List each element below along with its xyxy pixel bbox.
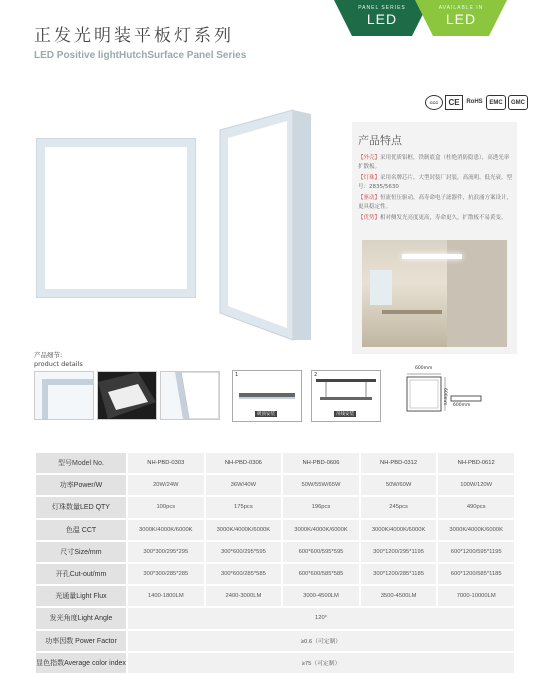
rohs-icon: RoHS [466, 98, 483, 105]
spec-table [34, 451, 516, 675]
title-en: LED Positive lightHutchSurface Panel Series [34, 50, 247, 61]
detail-thumb-corner [34, 371, 94, 420]
table-row [35, 563, 515, 585]
table-row [35, 585, 515, 607]
feature-driver: 【驱动】恒流恒压驱动，高寿命电子滤器件，抗浪涌方案设计，更具稳定性。 [358, 195, 513, 210]
title-cn: 正发光明装平板灯系列 [34, 26, 234, 46]
table-cell: 50W/60W [360, 474, 438, 496]
row-label: 型号Model No. [35, 452, 127, 474]
row-label: 功率Power/W [35, 474, 127, 496]
table-cell: 3000K/4000K/6000K [127, 519, 205, 541]
row-label: 灯珠数量LED QTY [35, 496, 127, 518]
table-cell: 245pcs [360, 496, 438, 518]
feature-advantage: 【优势】相对侧发光亮度更高，寿命更久，扩散板不易黄变。 [358, 215, 507, 221]
table-cell: 600*600/585*585 [282, 563, 360, 585]
row-label: 开孔Cut-out/mm [35, 563, 127, 585]
table-cell: 3000K/4000K/6000K [360, 519, 438, 541]
banner2-top: AVAILABLE IN [438, 5, 484, 11]
row-label: 光通量Light Flux [35, 585, 127, 607]
table-row [35, 652, 515, 674]
row-label: 尺寸Size/mm [35, 541, 127, 563]
diagram-suspension-mount: 2 吊线安装 [311, 370, 381, 422]
table-cell: 3000-4500LM [282, 585, 360, 607]
features-box [352, 122, 517, 354]
table-cell: 100W/120W [437, 474, 515, 496]
table-cell-span: ≥75（可定制） [127, 652, 515, 674]
table-cell: 20W/24W [127, 474, 205, 496]
table-row [35, 607, 515, 629]
table-cell: 7000-10000LM [437, 585, 515, 607]
table-cell: 300*600/285*585 [205, 563, 283, 585]
table-cell: NH-PBD-0306 [205, 452, 283, 474]
table-cell: 300*1200/295*1195 [360, 541, 438, 563]
details-label-en: product details [34, 360, 83, 368]
banner1-top: PANEL SERIES [358, 5, 406, 11]
panel-angle-image [215, 108, 330, 343]
emc-icon: EMC [486, 95, 506, 110]
table-cell: 600*1200/595*1195 [437, 541, 515, 563]
table-row [35, 519, 515, 541]
table-cell-span: 120° [127, 607, 515, 629]
table-row [35, 474, 515, 496]
table-cell: NH-PBD-0312 [360, 452, 438, 474]
row-label: 色温 CCT [35, 519, 127, 541]
banner1-main: LED [366, 11, 398, 27]
diagram-ceiling-mount: 1 吸顶安装 [232, 370, 302, 422]
feature-led: 【灯珠】采用名牌芯片，大型封装厂封装，高流明、低光衰。型号：2835/5630 [358, 175, 513, 190]
table-cell: NH-PBD-0303 [127, 452, 205, 474]
gmc-icon: GMC [508, 95, 528, 110]
table-cell: 3000K/4000K/6000K [437, 519, 515, 541]
table-cell: 196pcs [282, 496, 360, 518]
details-label-cn: 产品细节: [34, 351, 63, 359]
table-cell: 175pcs [205, 496, 283, 518]
table-row [35, 496, 515, 518]
row-label: 发光角度Light Angle [35, 607, 127, 629]
panel-front-image [36, 138, 196, 298]
ccc-icon: CCC [425, 95, 443, 110]
certification-logos [425, 95, 528, 110]
table-cell: 3500-4500LM [360, 585, 438, 607]
table-cell: 490pcs [437, 496, 515, 518]
table-cell: 300*300/285*285 [127, 563, 205, 585]
table-cell: 300*600/295*595 [205, 541, 283, 563]
table-cell: 600*1200/585*1185 [437, 563, 515, 585]
banner2-main: LED [445, 11, 477, 27]
detail-thumb-edge [160, 371, 220, 420]
table-cell: NH-PBD-0612 [437, 452, 515, 474]
row-label: 显色指数Average color index [35, 652, 127, 674]
table-cell: 1400-1800LM [127, 585, 205, 607]
dimension-drawing: 600mm 600mm 600mm [405, 366, 515, 416]
features-title: 产品特点 [358, 134, 402, 147]
feature-shell: 【外壳】采用优质铝框，铁制底盒（杜绝消防隐患），高透光率扩散板。 [358, 155, 510, 170]
ce-icon: CE [445, 95, 463, 110]
table-cell: 300*300/295*295 [127, 541, 205, 563]
table-cell: 3000K/4000K/6000K [282, 519, 360, 541]
table-cell: NH-PBD-0606 [282, 452, 360, 474]
table-cell: 300*1200/285*1185 [360, 563, 438, 585]
table-cell-span: ≥0.6（可定制） [127, 630, 515, 652]
room-photo [362, 240, 507, 347]
table-row [35, 541, 515, 563]
table-cell: 100pcs [127, 496, 205, 518]
row-label: 功率因数 Power Factor [35, 630, 127, 652]
table-cell: 600*600/595*595 [282, 541, 360, 563]
detail-thumb-dark [97, 371, 157, 420]
table-row [35, 452, 515, 474]
banner-available [415, 0, 507, 36]
table-row [35, 630, 515, 652]
table-cell: 50W/55W/65W [282, 474, 360, 496]
table-cell: 3000K/4000K/6000K [205, 519, 283, 541]
table-cell: 36W/40W [205, 474, 283, 496]
table-cell: 2400-3000LM [205, 585, 283, 607]
